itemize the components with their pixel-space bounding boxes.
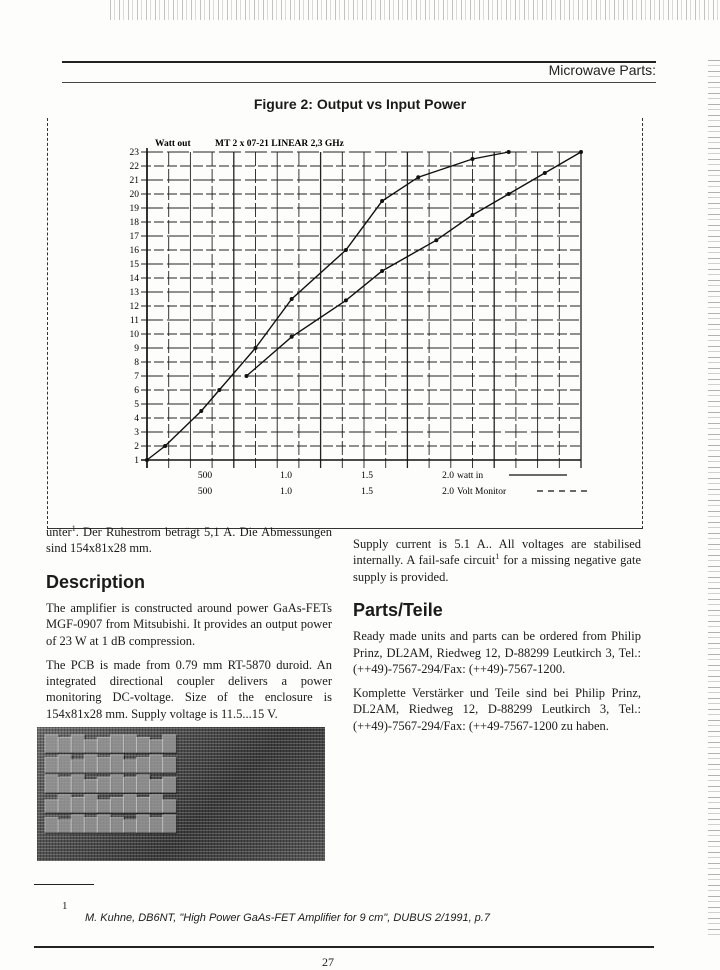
y-tick-label: 3	[134, 428, 139, 438]
series-point-1	[217, 388, 221, 392]
left-column	[46, 524, 332, 730]
y-tick-label: 10	[129, 330, 139, 340]
y-tick-label: 20	[129, 190, 139, 200]
header-rule-lower	[62, 82, 656, 83]
x-tick-label: 1.5	[361, 471, 373, 481]
series-point-2	[543, 171, 547, 175]
right-intro: Supply current is 5.1 A.. All voltages are stabilised internally. A fail-safe circuit$^1$ for a missing negative gate supply is provided.	[353, 537, 641, 584]
parts-paragraph-2: Komplette Verstärker und Teile sind bei Philip Prinz, DL2AM, Riedweg 12, D-88299 Leutkirch 3, Tel.: (++49)-7567-294/Fax: (++49-7567-1200 zu haben.	[353, 686, 641, 733]
series-point-1	[507, 150, 511, 154]
page-number: 27	[322, 955, 334, 969]
amplifier-photo	[37, 727, 325, 861]
series-point-2	[244, 374, 248, 378]
x-tick-label-secondary: 1.5	[361, 487, 373, 497]
series-point-1	[199, 409, 203, 413]
footer-rule	[34, 946, 654, 948]
scan-noise-right	[708, 60, 720, 940]
series-point-2	[434, 238, 438, 242]
x-tick-label: 1.0	[280, 471, 292, 481]
x-tick-label-secondary: 1.0	[280, 487, 292, 497]
series-point-1	[471, 157, 475, 161]
series-point-1	[380, 199, 384, 203]
description-paragraph-1: The amplifier is constructed around power GaAs-FETs MGF-0907 from Mitsubishi. It provides an output power of 23 W at 1 dB compression.	[46, 601, 332, 648]
series-point-1	[254, 346, 258, 350]
series-point-2	[507, 192, 511, 196]
series-point-1	[145, 458, 149, 462]
y-tick-label: 1	[134, 456, 139, 466]
x-tick-label: 2.0	[442, 471, 454, 481]
y-tick-label: 4	[134, 414, 139, 424]
y-tick-label: 21	[129, 176, 139, 186]
parts-heading: Parts/Teile	[353, 599, 443, 620]
footnote-rule	[34, 884, 94, 885]
section-label: Microwave Parts:	[548, 62, 656, 78]
series-point-2	[471, 213, 475, 217]
series-point-1	[290, 297, 294, 301]
right-column	[353, 536, 641, 742]
y-tick-label: 23	[129, 148, 139, 158]
y-tick-label: 13	[129, 288, 139, 298]
y-tick-label: 7	[134, 372, 139, 382]
y-tick-label: 19	[129, 204, 139, 214]
series-point-2	[290, 335, 294, 339]
legend-label: Volt Monitor	[457, 487, 507, 497]
series-point-2	[579, 150, 583, 154]
y-tick-label: 2	[134, 442, 139, 452]
x-tick-label-secondary: 500	[197, 487, 213, 497]
description-paragraph-2: The PCB is made from 0.79 mm RT-5870 duroid. An integrated directional coupler delivers a power monitoring DC-voltage. Size of the enclosure is 154x81x28 mm. Supply voltage is 11.5...15 V.	[46, 657, 332, 721]
x-tick-label-secondary: 2.0	[442, 487, 454, 497]
x-tick-label: 500	[197, 471, 213, 481]
left-intro: unter$^1$. Der Ruhestrom beträgt 5,1 A. Die Abmessungen sind 154x81x28 mm.	[46, 524, 332, 556]
y-tick-label: 15	[129, 260, 139, 270]
photo-overlay-texture: ▇▆▇▅▆▇▇▆▅▇ ▆▇▅▇▆▇▅▆▇▆ ▇▆▇▅▆▇▆▇▅▆ ▅▇▆▇▅▆▇▆▇▅ ▆▅▇▆▇▆▅▇▆▇	[45, 733, 176, 833]
y-tick-label: 12	[129, 302, 139, 312]
series-point-2	[344, 298, 348, 302]
y-tick-label: 18	[129, 218, 139, 228]
series-point-1	[344, 248, 348, 252]
footnote-text: M. Kuhne, DB6NT, "High Power GaAs-FET Amplifier for 9 cm", DUBUS 2/1991, p.7	[85, 912, 490, 924]
series-point-1	[416, 175, 420, 179]
footnote-number: 1	[62, 900, 68, 912]
y-tick-label: 16	[129, 246, 139, 256]
legend-label: watt in	[457, 471, 484, 481]
series-point-2	[380, 269, 384, 273]
series-point-1	[163, 444, 167, 448]
y-tick-label: 14	[129, 274, 139, 284]
figure-title: Figure 2: Output vs Input Power	[253, 96, 467, 112]
y-tick-label: 22	[129, 162, 139, 172]
y-tick-label: 6	[134, 386, 139, 396]
output-vs-input-chart	[47, 118, 641, 528]
y-tick-label: 11	[129, 316, 139, 326]
y-tick-label: 9	[134, 344, 139, 354]
parts-paragraph-1: Ready made units and parts can be ordered from Philip Prinz, DL2AM, Riedweg 12, D-88299 Leutkirch 3, Tel.: (++49)-7567-294/Fax: (++49)-7567-1200.	[353, 629, 641, 676]
y-tick-label: 5	[134, 400, 139, 410]
y-axis-label: Watt out	[155, 139, 191, 149]
y-tick-label: 8	[134, 358, 139, 368]
description-heading: Description	[46, 571, 146, 592]
y-tick-label: 17	[129, 232, 139, 242]
scan-noise-top	[110, 0, 720, 20]
chart-title: MT 2 x 07-21 LINEAR 2,3 GHz	[215, 139, 344, 149]
